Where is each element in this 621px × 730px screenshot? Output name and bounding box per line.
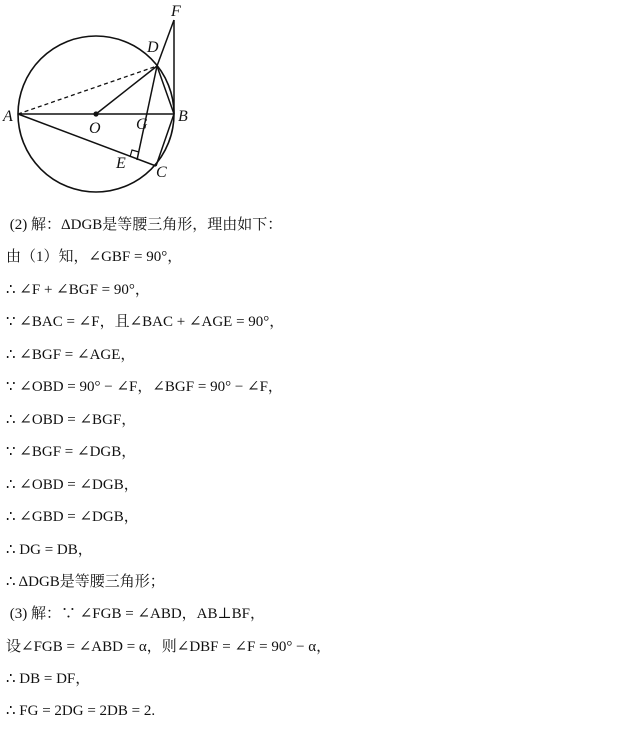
solution-line: ∵ ∠BGF = ∠DGB， (6, 444, 137, 460)
label-b: B (178, 108, 188, 125)
solution-line: ∴ ∠GBD = ∠DGB， (6, 509, 139, 525)
segment-db (157, 66, 174, 114)
solution-line: ∴ ∠OBD = ∠BGF， (6, 412, 137, 428)
label-e: E (116, 155, 126, 172)
label-d: D (147, 39, 159, 56)
label-o: O (89, 120, 101, 137)
solution-line: ∴ FG = 2DG = 2DB = 2. (6, 703, 156, 719)
solution-line: (3) 解：∵ ∠FGB = ∠ABD，AB⊥BF， (6, 606, 265, 622)
center-point-o (93, 111, 98, 116)
solution-line: 由（1）知，∠GBF = 90°， (6, 249, 183, 265)
solution-line: ∴ ∠F + ∠BGF = 90°， (6, 282, 150, 298)
segment-bc (156, 114, 174, 166)
label-g: G (136, 116, 148, 133)
label-a: A (3, 108, 13, 125)
geometry-figure (0, 0, 621, 205)
solution-line: 设∠FGB = ∠ABD = α，则∠DBF = ∠F = 90° − α， (6, 639, 332, 655)
solution-line: ∴ ∠OBD = ∠DGB， (6, 477, 139, 493)
solution-line: ∵ ∠BAC = ∠F，且∠BAC + ∠AGE = 90°， (6, 314, 285, 330)
solution-line: ∴ DB = DF， (6, 671, 91, 687)
solution-line: ∴ ∠BGF = ∠AGE， (6, 347, 136, 363)
solution-line: ∵ ∠OBD = 90° − ∠F，∠BGF = 90° − ∠F， (6, 379, 283, 395)
solution-line: ∴ ΔDGB是等腰三角形； (6, 574, 165, 590)
segment-ad-dashed (18, 66, 157, 114)
label-f: F (171, 3, 181, 20)
label-c: C (156, 164, 167, 181)
solution-line: ∴ DG = DB， (6, 542, 93, 558)
segment-fd (157, 20, 174, 66)
solution-line: (2) 解：ΔDGB是等腰三角形，理由如下： (6, 217, 283, 233)
